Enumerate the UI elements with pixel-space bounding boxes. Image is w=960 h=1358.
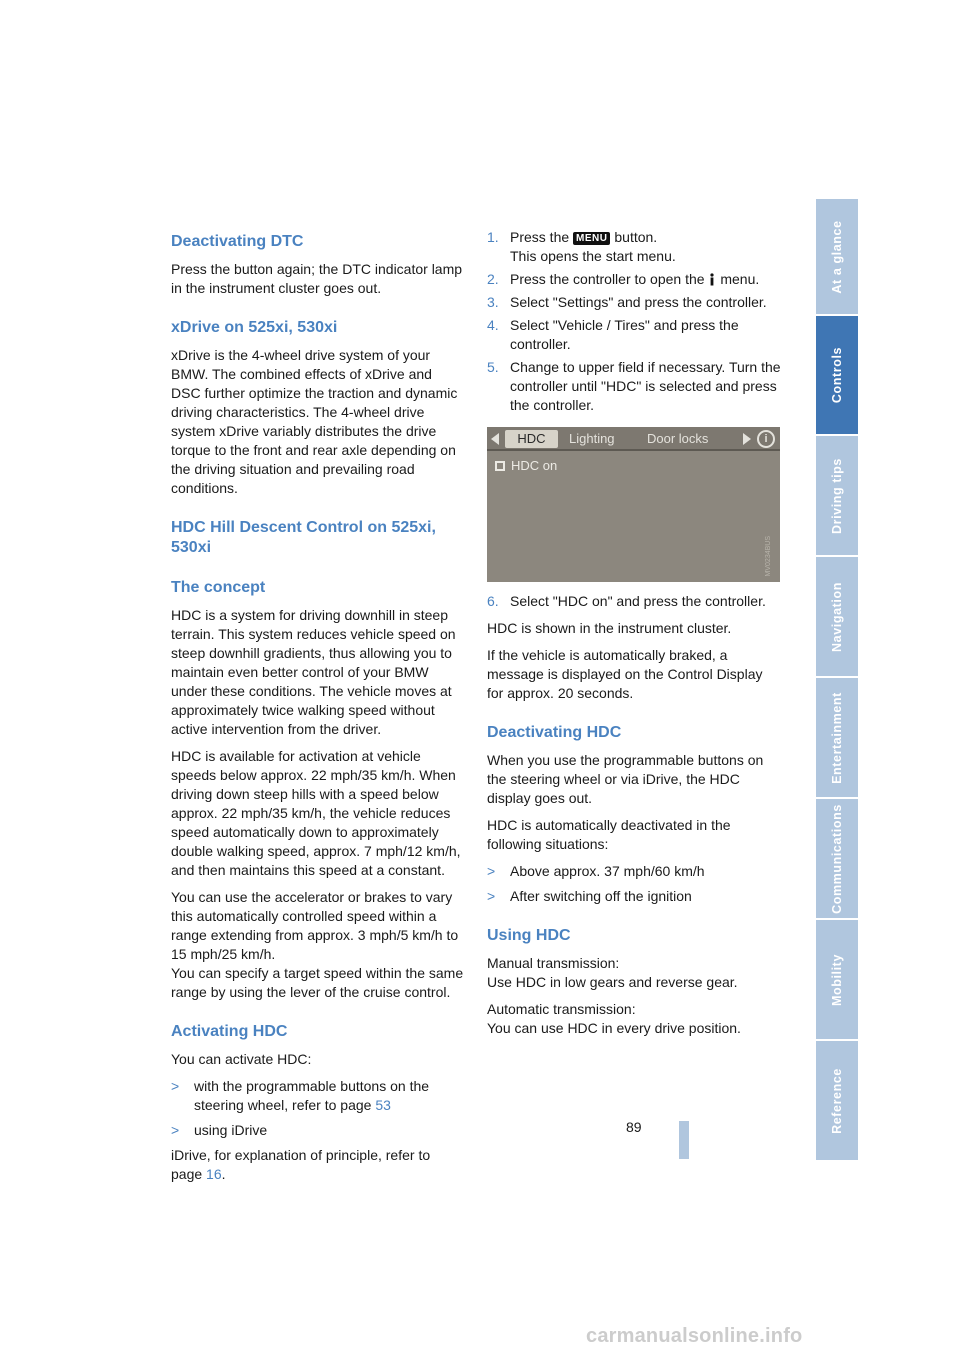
bullet-marker: >	[487, 888, 496, 904]
sidebar-tab-entertainment[interactable]	[816, 678, 858, 797]
paragraph-concept-3: You can use the accelerator or brakes to vary this automatically controlled speed within a range extending from approx. 3 mph/5 km/h to 15 mph/25 km/h.	[171, 889, 459, 962]
sidebar-tab-controls[interactable]	[816, 316, 858, 434]
watermark: carmanualsonline.info	[586, 1325, 803, 1347]
automatic-text: You can use HDC in every drive position.	[487, 1020, 741, 1036]
bullet-marker: >	[487, 863, 496, 879]
paragraph-shown: HDC is shown in the instrument cluster.	[487, 620, 732, 636]
right-column	[487, 228, 782, 1046]
heading-deactivating-dtc: Deactivating DTC	[171, 233, 304, 250]
list-item	[171, 1121, 464, 1140]
step-number: 2.	[487, 271, 499, 287]
arrow-left-icon	[491, 433, 499, 445]
idrive-period: .	[221, 1166, 226, 1182]
step-3	[487, 293, 782, 312]
step-2	[487, 270, 782, 289]
bullet-marker: >	[171, 1122, 180, 1138]
step-1	[487, 228, 782, 266]
step-text: Change to upper field if necessary. Turn the controller until "HDC" is selected and press the controller.	[510, 359, 781, 413]
sidebar-tab-label: Driving tips	[830, 457, 844, 534]
manual-text: Use HDC in low gears and reverse gear.	[487, 974, 738, 990]
page-link-53[interactable]: 53	[375, 1097, 391, 1113]
sidebar-tab-label: Reference	[830, 1067, 844, 1134]
page-number: 89	[626, 1119, 642, 1135]
list-item	[487, 887, 782, 906]
step-number: 1.	[487, 229, 499, 245]
paragraph-concept-1: HDC is a system for driving downhill in steep terrain. This system reduces vehicle speed on steep downhill gradients, thus allowing you to maintain even better control of your BMW under these conditions. The vehicle moves at approximately twice walking speed without active intervention from the driver.	[171, 607, 456, 737]
page-link-16[interactable]: 16	[206, 1166, 222, 1182]
sidebar-tab-navigation[interactable]	[816, 557, 858, 676]
step-text: Select "Settings" and press the controller.	[510, 294, 767, 310]
sidebar-tab-at-a-glance[interactable]	[816, 199, 858, 314]
idrive-text: iDrive, for explanation of principle, refer to page	[171, 1147, 431, 1182]
info-icon: i	[757, 430, 775, 448]
automatic-label: Automatic transmission:	[487, 1001, 636, 1017]
heading-concept: The concept	[171, 579, 266, 596]
image-code: MV0234BUS	[765, 535, 772, 576]
paragraph-braked: If the vehicle is automatically braked, a message is displayed on the Control Display for approx. 20 seconds.	[487, 647, 763, 701]
step-text: This opens the start menu.	[510, 248, 676, 264]
paragraph-xdrive: xDrive is the 4-wheel drive system of your BMW. The combined effects of xDrive and DSC further optimize the traction and dynamic driving characteristics. The 4-wheel drive system xDrive variably distributes the drive torque to the front and rear axle depending on the driving situation and prevailing road conditions.	[171, 347, 458, 496]
step-text: button.	[610, 229, 658, 245]
screen-tab-bar	[487, 427, 780, 451]
bullet-text: Above approx. 37 mph/60 km/h	[510, 863, 705, 879]
sidebar-tab-driving-tips[interactable]	[816, 436, 858, 555]
sidebar-tab-label: Communications	[830, 803, 844, 914]
sidebar-tab-label: Entertainment	[830, 691, 844, 784]
step-4	[487, 316, 782, 354]
step-5	[487, 358, 782, 415]
bullet-text: with the programmable buttons on the steering wheel, refer to page	[194, 1078, 430, 1113]
control-display-screenshot	[487, 427, 780, 582]
step-text: menu.	[716, 271, 760, 287]
step-number: 5.	[487, 359, 499, 375]
page-number-bar	[679, 1121, 689, 1159]
sidebar-tab-label: At a glance	[830, 219, 844, 294]
screen-option-hdc-on	[495, 458, 557, 474]
heading-xdrive: xDrive on 525xi, 530xi	[171, 319, 338, 336]
screen-tab-door-locks: Door locks	[647, 431, 709, 446]
heading-hdc: HDC Hill Descent Control on 525xi, 530xi	[171, 519, 436, 556]
paragraph-dtc: Press the button again; the DTC indicator lamp in the instrument cluster goes out.	[171, 261, 463, 296]
paragraph-deactivate-1: When you use the programmable buttons on the steering wheel or via iDrive, the HDC display goes out.	[487, 752, 764, 806]
sidebar-tab-label: Mobility	[830, 953, 844, 1006]
step-text: Press the controller to open the	[510, 271, 709, 287]
heading-activating-hdc: Activating HDC	[171, 1023, 288, 1040]
paragraph-idrive	[171, 1146, 464, 1184]
step-text: Select "HDC on" and press the controller.	[510, 593, 766, 609]
paragraph-concept-4: You can specify a target speed within the same range by using the lever of the cruise control.	[171, 965, 464, 1000]
chapter-sidebar	[816, 199, 858, 1160]
list-item	[171, 1077, 464, 1115]
step-number: 4.	[487, 317, 499, 333]
screen-tab-lighting: Lighting	[569, 431, 615, 446]
step-number: 6.	[487, 593, 499, 609]
screen-tab-hdc: HDC	[505, 430, 558, 448]
arrow-right-icon	[743, 433, 751, 445]
heading-deactivating-hdc: Deactivating HDC	[487, 724, 622, 741]
checkbox-icon	[495, 461, 505, 471]
paragraph-deactivate-2: HDC is automatically deactivated in the following situations:	[487, 817, 731, 852]
sidebar-tab-label: Navigation	[830, 581, 844, 652]
manual-label: Manual transmission:	[487, 955, 620, 971]
step-6	[487, 592, 782, 611]
step-text: Press the	[510, 229, 574, 245]
sidebar-tab-reference[interactable]	[816, 1041, 858, 1160]
sidebar-tab-communications[interactable]	[816, 799, 858, 918]
sidebar-tab-mobility[interactable]	[816, 920, 858, 1039]
menu-button-icon: MENU	[573, 232, 610, 245]
heading-using-hdc: Using HDC	[487, 927, 571, 944]
sidebar-tab-label: Controls	[830, 346, 844, 404]
step-number: 3.	[487, 294, 499, 310]
paragraph-manual	[487, 954, 782, 992]
step-text: Select "Vehicle / Tires" and press the controller.	[510, 317, 739, 352]
paragraph-concept-2: HDC is available for activation at vehicle speeds below approx. 22 mph/35 km/h. When driving down steep hills with a speed below approx. 22 mph/35 km/h, the vehicle reduces speed automatically down to approximately double walking speed, approx. 7 mph/12 km/h, and then maintains this speed at a constant.	[171, 748, 461, 878]
list-item	[487, 862, 782, 881]
paragraph-activate: You can activate HDC:	[171, 1051, 312, 1067]
bullet-marker: >	[171, 1078, 180, 1094]
bullet-text: After switching off the ignition	[510, 888, 692, 904]
screen-option-label: HDC on	[511, 458, 558, 473]
left-column	[171, 228, 464, 1192]
bullet-text: using iDrive	[194, 1122, 268, 1138]
paragraph-automatic	[487, 1000, 782, 1038]
